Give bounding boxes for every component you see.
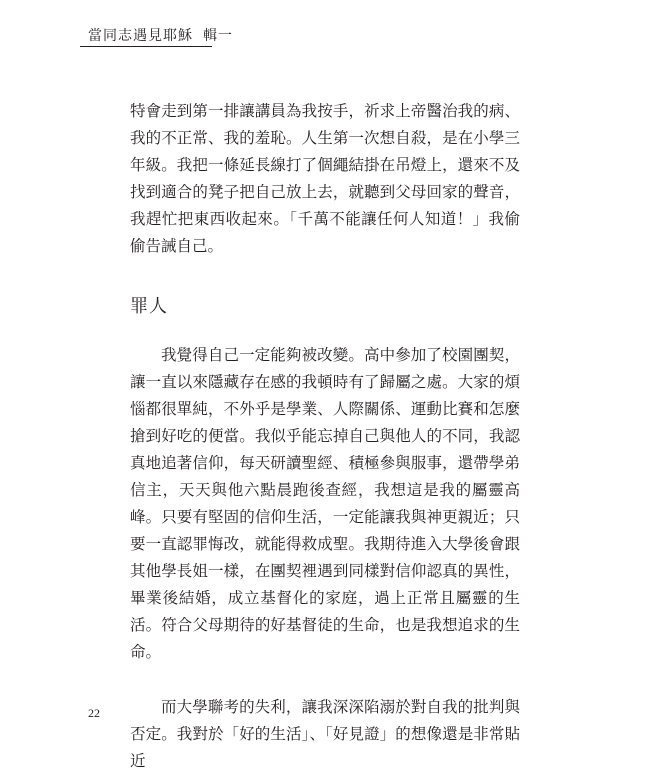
running-header [80,25,610,55]
page-number: 22 [88,706,100,720]
body-paragraph: 我覺得自己一定能夠被改變。高中參加了校園團契，讓一直以來隱藏存在感的我頓時有了歸屬之處。大家的煩惱都很單純，不外乎是學業、人際關係、運動比賽和怎麼搶到好吃的便當。我似乎能忘掉自己與他人的不同，我認真地追著信仰，每天研讀聖經、積極參與服事，還帶學弟信主，天天與他六點晨跑後查經，我想這是我的屬靈高峰。只要有堅固的信仰生活，一定能讓我與神更親近；只要一直認罪悔改，就能得救成聖。我期待進入大學後會跟其他學長姐一樣，在團契裡遇到同樣對信仰認真的異性，畢業後結婚，成立基督化的家庭，過上正常且屬靈的生活。符合父母期待的好基督徒的生命，也是我想追求的生命。 [130,346,520,661]
paragraph-spacer [130,666,520,694]
section-heading: 罪人 [130,296,168,317]
book-title: 當同志遇見耶穌 [88,28,193,44]
body-paragraph: 特會走到第一排讓講員為我按手，祈求上帝醫治我的病、我的不正常、我的羞恥。人生第一次想自殺，是在小學三年級。我把一條延長線打了個繩結掛在吊燈上，還來不及找到適合的凳子把自己放上去，就聽到父母回家的聲音，我趕忙把東西收起來。「千萬不能讓任何人知道！」我偷偷告誡自己。 [130,102,520,255]
page-body [130,98,520,775]
body-paragraph: 而大學聯考的失利，讓我深深陷溺於對自我的批判與否定。我對於「好的生活」、「好見證」的想像還是非常貼近 [130,698,520,770]
header-rule [80,46,212,47]
part-label: 輯一 [203,28,233,44]
running-header-text [88,25,233,45]
